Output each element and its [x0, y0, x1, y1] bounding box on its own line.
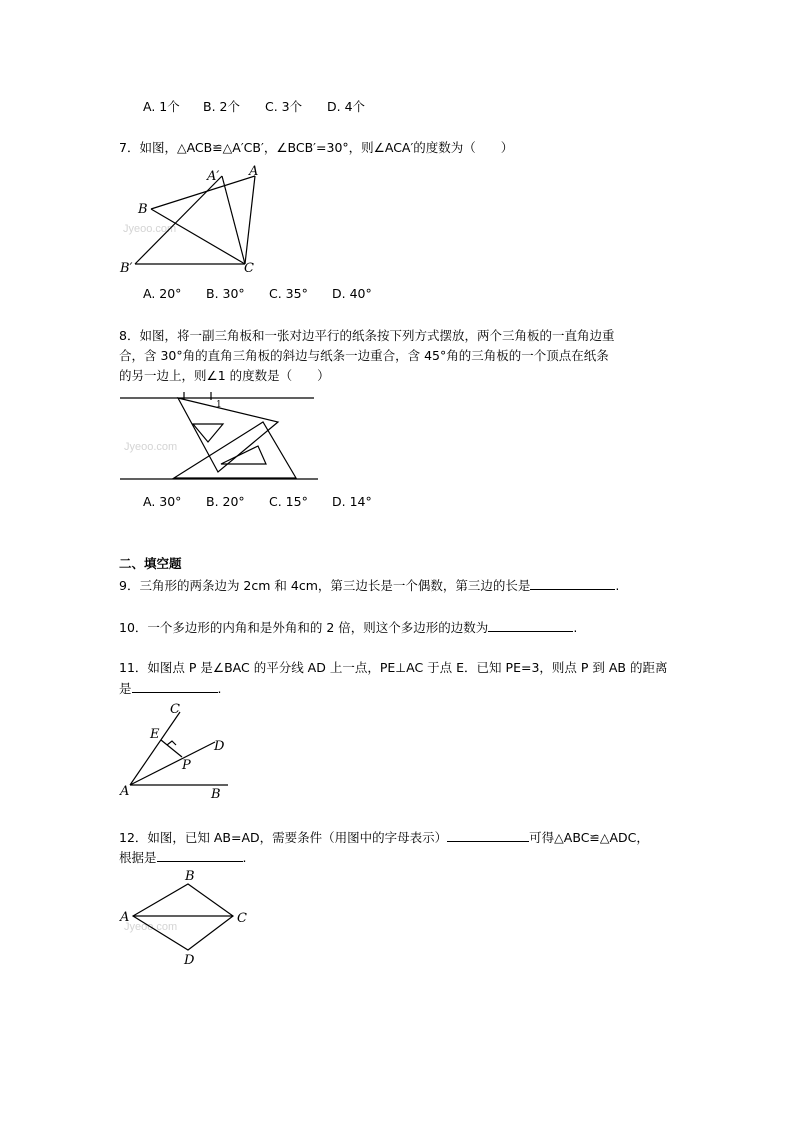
q10-question	[119, 619, 577, 637]
q10-end: .	[573, 620, 578, 635]
q8-option-d: D. 14°	[332, 494, 372, 509]
q11-label-d: D	[214, 739, 225, 754]
q6-option-d: D. 4个	[327, 99, 366, 114]
q12-end: .	[242, 850, 247, 865]
q9-question	[119, 577, 619, 595]
q7-question: 7．如图，△ACB≌△A′CB′，∠BCB′=30°，则∠ACA′的度数为（ ）	[119, 140, 514, 155]
q9-text: 9．三角形的两条边为 2cm 和 4cm，第三边长是一个偶数，第三边的长是	[119, 578, 531, 593]
q8-option-c: C. 15°	[269, 494, 308, 509]
q12-figure	[118, 866, 258, 970]
q11-line2-prefix: 是	[119, 681, 132, 696]
q12-label-c: C	[237, 911, 247, 926]
q8-option-a: A. 30°	[143, 494, 182, 509]
q7-label-b: B	[138, 202, 148, 217]
q12-label-a: A	[120, 910, 130, 925]
q8-line2: 合，含 30°角的直角三角板的斜边与纸条一边重合，含 45°角的三角板的一个顶点在纸条	[119, 348, 609, 363]
section-title: 二、填空题	[119, 556, 182, 571]
q12-basis-blank[interactable]	[157, 849, 243, 862]
q6-option-c: C. 3个	[265, 99, 303, 114]
q6-option-a: A. 1个	[143, 99, 180, 114]
q11-answer-blank[interactable]	[132, 680, 218, 693]
q6-options	[143, 98, 365, 116]
q12-line1-suffix: 可得△ABC≌△ADC，	[529, 830, 649, 845]
q7-label-a-prime: A′	[207, 169, 220, 184]
q11-label-e: E	[150, 727, 160, 742]
q11-label-p: P	[182, 758, 191, 773]
q11-label-b: B	[211, 787, 221, 802]
q10-text: 10．一个多边形的内角和是外角和的 2 倍，则这个多边形的边数为	[119, 620, 489, 635]
q8-option-b: B. 20°	[206, 494, 245, 509]
q12-condition-blank[interactable]	[447, 829, 529, 842]
q7-label-c: C	[244, 261, 254, 276]
q12-watermark: Jyeoo.com	[124, 921, 178, 933]
q7-option-a: A. 20°	[143, 286, 182, 301]
q7-option-b: B. 30°	[206, 286, 245, 301]
q11-label-c: C	[170, 702, 180, 717]
q8-watermark: Jyeoo.com	[124, 441, 178, 453]
q11-end: .	[217, 681, 222, 696]
q8-figure	[118, 392, 318, 484]
q8-line3: 的另一边上，则∠1 的度数是（ ）	[119, 368, 330, 383]
q12-label-d: D	[184, 953, 195, 968]
q11-line2	[119, 680, 222, 698]
q12-label-b: B	[185, 869, 195, 884]
q12-line1	[119, 829, 649, 847]
q11-label-a: A	[120, 784, 130, 799]
q8-angle-1-label: 1	[216, 400, 222, 410]
q8-line1: 8．如图，将一副三角板和一张对边平行的纸条按下列方式摆放，两个三角板的一直角边重	[119, 328, 615, 343]
q9-end: .	[615, 578, 620, 593]
q7-label-a: A	[249, 164, 259, 179]
q10-answer-blank[interactable]	[488, 619, 573, 632]
q8-options	[143, 493, 372, 511]
q7-figure	[115, 162, 265, 282]
q12-line2	[119, 849, 247, 867]
q11-figure	[118, 700, 238, 802]
q7-options	[143, 285, 372, 303]
q9-answer-blank[interactable]	[530, 577, 615, 590]
q12-line2-prefix: 根据是	[119, 850, 157, 865]
q7-label-b-prime: B′	[120, 261, 133, 276]
q6-option-b: B. 2个	[203, 99, 240, 114]
q11-line1: 11．如图点 P 是∠BAC 的平分线 AD 上一点，PE⊥AC 于点 E．已知 PE=3，则点 P 到 AB 的距离	[119, 660, 668, 675]
q7-watermark: Jyeoo.com	[123, 223, 177, 235]
q7-option-d: D. 40°	[332, 286, 372, 301]
q7-option-c: C. 35°	[269, 286, 308, 301]
q12-line1-prefix: 12．如图，已知 AB=AD，需要条件（用图中的字母表示）	[119, 830, 448, 845]
